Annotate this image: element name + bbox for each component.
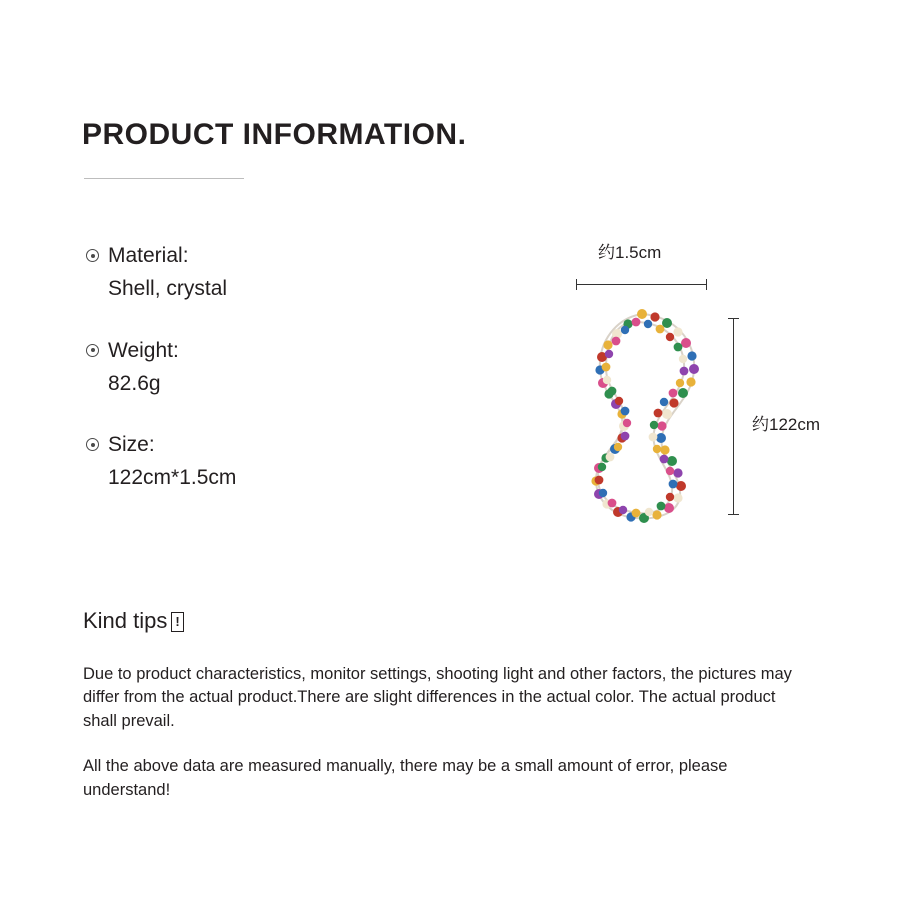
spec-material-value: Shell, crystal — [108, 277, 228, 301]
spec-item-size — [86, 431, 506, 492]
bullet-icon — [86, 438, 99, 451]
spec-weight-label: Weight: — [108, 338, 179, 362]
spec-material-head — [86, 242, 506, 269]
spec-list — [86, 242, 506, 526]
dimension-width-label: 约1.5cm — [598, 243, 662, 262]
spec-material-label: Material: — [108, 244, 189, 267]
dimension-width-line — [576, 284, 707, 285]
spec-item-weight — [86, 337, 506, 398]
kind-tips-heading — [83, 608, 184, 634]
kind-tips-paragraph-2: All the above data are measured manually, there may be a small amount of error, please understand! — [83, 757, 728, 799]
bullet-icon — [86, 344, 99, 357]
product-image-area — [560, 230, 860, 530]
necklace-product-image — [570, 308, 725, 523]
kind-tips-body — [83, 663, 793, 824]
page-title: PRODUCT INFORMATION. — [82, 118, 467, 151]
warning-icon: ! — [171, 612, 183, 632]
spec-size-label: Size: — [108, 433, 155, 457]
spec-size-head — [86, 431, 506, 458]
kind-tips-label: Kind tips — [83, 608, 168, 633]
title-divider — [84, 178, 244, 179]
kind-tips-paragraph-1: Due to product characteristics, monitor settings, shooting light and other factors, the pictures may differ from the actual product.There are slight differences in the actual color. The actual product shall prevail. — [83, 665, 792, 730]
spec-item-material — [86, 242, 506, 303]
spec-weight-head — [86, 337, 506, 364]
dimension-height-label: 约122cm — [752, 415, 821, 434]
spec-weight-value: 82.6g — [108, 371, 161, 395]
spec-size-value: 122cm*1.5cm — [108, 466, 237, 490]
bullet-icon — [86, 249, 99, 262]
dimension-height-line — [733, 318, 734, 515]
